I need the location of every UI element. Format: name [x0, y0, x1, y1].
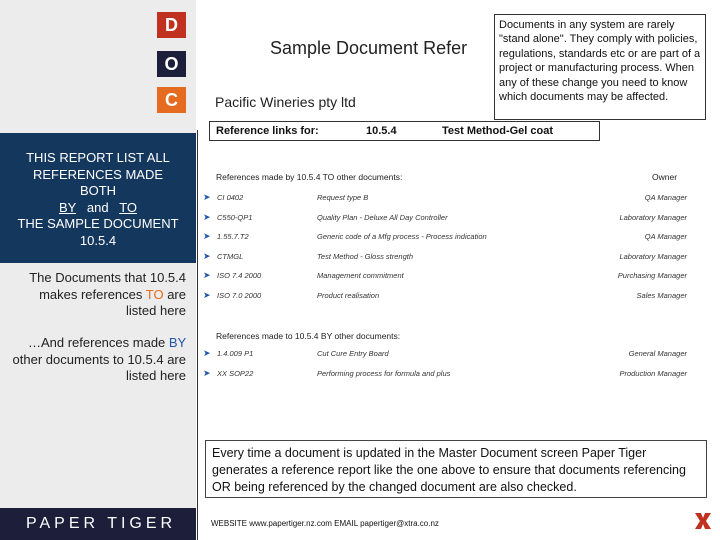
footer-contact: WEBSITE www.papertiger.nz.com EMAIL papertiger@xtra.co.nz	[211, 519, 439, 528]
and-label: and	[86, 199, 109, 215]
by-label: BY	[58, 199, 77, 215]
note-highlight-by: BY	[168, 335, 186, 350]
row-code: CI 0402	[217, 193, 244, 202]
row-description: Generic code of a Mfg process - Process indication	[317, 232, 487, 242]
page-title: Sample Document Refer	[270, 38, 468, 58]
row-code: XX SOP22	[217, 368, 254, 378]
note-text: other documents to 10.5.4 are listed here	[12, 351, 186, 383]
callout-tooltip: Documents in any system are rarely "stand alone". They comply with policies, regulations, standards etc or are part of a project or manufacturing process. When any of these change you need to know which documents may be affected.	[494, 14, 706, 120]
row-owner: QA Manager	[644, 232, 687, 242]
row-code: ISO 7.0 2000	[217, 291, 262, 300]
company-name: Pacific Wineries pty ltd	[215, 94, 356, 110]
summary-line: THIS REPORT LIST ALL	[26, 150, 170, 165]
table-row[interactable]	[203, 231, 687, 245]
summary-line: BOTH	[79, 183, 117, 198]
reference-bar	[209, 121, 600, 141]
info-box: Every time a document is updated in the Master Document screen Paper Tiger generates a reference report like the one above to ensure that documents referencing OR being referenced by the changed document are also checked.	[205, 440, 707, 498]
reference-label: Reference links for:	[216, 125, 319, 137]
badge-d: D	[157, 12, 186, 38]
table-row[interactable]	[203, 192, 687, 206]
row-owner: Purchasing Manager	[617, 271, 687, 281]
table-row[interactable]	[203, 212, 687, 226]
arrow-right-icon: ➤	[203, 250, 211, 261]
note-by	[6, 335, 186, 385]
divider	[197, 130, 198, 540]
note-text: are listed here	[126, 286, 186, 318]
note-text: …And references made	[27, 335, 169, 350]
row-code: CTMGL	[217, 251, 244, 261]
table-row[interactable]	[203, 290, 687, 304]
reference-doc-title: Test Method-Gel coat	[442, 125, 554, 137]
row-description: Performing process for formula and plus	[317, 368, 451, 378]
note-text: The Documents that 10.5.4 makes references	[29, 270, 186, 302]
row-description: Request type B	[317, 193, 369, 202]
row-code: 1.55.7.T2	[217, 232, 249, 242]
summary-line: 10.5.4	[79, 232, 117, 248]
table-row[interactable]	[203, 270, 687, 284]
section-heading-by: References made to 10.5.4 BY other documents:	[216, 331, 401, 341]
row-owner: General Manager	[628, 349, 687, 358]
row-code: C550-QP1	[217, 212, 253, 222]
brand-footer: PAPER TIGER	[0, 508, 196, 540]
arrow-right-icon: ➤	[203, 211, 211, 222]
owner-column-header: Owner	[652, 172, 678, 182]
row-owner: Laboratory Manager	[619, 212, 687, 222]
to-label: TO	[119, 199, 138, 215]
row-description: Product realisation	[317, 291, 380, 300]
row-description: Cut Cure Entry Board	[317, 349, 389, 358]
arrow-right-icon: ➤	[203, 367, 211, 378]
row-code: ISO 7.4 2000	[217, 271, 262, 281]
arrow-right-icon: ➤	[203, 231, 211, 242]
row-description: Management commitment	[317, 271, 404, 281]
row-description: Quality Plan - Deluxe All Day Controller	[317, 212, 448, 222]
summary-line	[0, 200, 196, 217]
table-row[interactable]	[203, 251, 687, 265]
note-to	[6, 270, 186, 320]
reference-doc-number: 10.5.4	[366, 125, 397, 137]
row-owner: Laboratory Manager	[619, 251, 687, 261]
summary-text	[0, 150, 196, 249]
row-owner: Production Manager	[619, 368, 687, 378]
table-row[interactable]	[203, 368, 687, 382]
row-owner: QA Manager	[644, 193, 687, 202]
arrow-right-icon: ➤	[203, 348, 211, 358]
arrow-right-icon: ➤	[203, 192, 211, 202]
row-code: 1.4.009 P1	[217, 349, 254, 358]
arrow-right-icon: ➤	[203, 270, 211, 281]
arrow-right-icon: ➤	[203, 290, 211, 300]
note-highlight-to: TO	[145, 286, 164, 302]
table-row[interactable]	[203, 348, 687, 362]
x-logo-icon	[694, 511, 712, 531]
badge-o: O	[157, 51, 186, 77]
row-owner: Sales Manager	[636, 291, 687, 300]
section-heading-to: References made by 10.5.4 TO other documents:	[216, 172, 403, 182]
summary-line: THE SAMPLE DOCUMENT	[17, 216, 179, 231]
summary-line: REFERENCES MADE	[32, 166, 164, 182]
badge-c: C	[157, 87, 186, 113]
row-description: Test Method - Gloss strength	[317, 251, 414, 261]
